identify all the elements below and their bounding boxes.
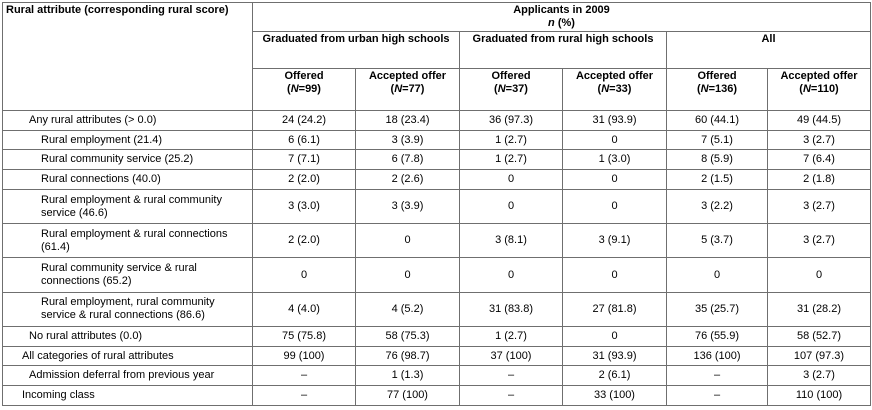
cell: 27 (81.8) [563,292,667,326]
group-rural-header: Graduated from rural high schools [460,32,667,69]
header-applicants [253,3,871,32]
table-row [3,150,871,170]
cell: 1 (2.7) [460,150,563,170]
cell: 2 (2.6) [356,170,460,190]
cell: 3 (8.1) [460,224,563,258]
group-all-header: All [667,32,871,69]
cell: 76 (98.7) [356,346,460,366]
cell: 1 (2.7) [460,130,563,150]
cell: 3 (2.7) [768,189,871,223]
cell: – [460,366,563,386]
row-label: Rural community service (25.2) [3,150,253,170]
cell: 2 (2.0) [253,170,356,190]
subcol-header: Offered (N=37) [460,69,563,111]
table-row [3,258,871,292]
cell: 3 (2.7) [768,366,871,386]
cell: – [253,386,356,406]
cell: 31 (28.2) [768,292,871,326]
cell: 3 (3.9) [356,189,460,223]
row-label: Any rural attributes (> 0.0) [3,111,253,131]
row-label: All categories of rural attributes [3,346,253,366]
cell: 2 (6.1) [563,366,667,386]
table-row [3,386,871,406]
cell: 5 (3.7) [667,224,768,258]
cell: 4 (5.2) [356,292,460,326]
cell: 3 (2.7) [768,224,871,258]
cell: 35 (25.7) [667,292,768,326]
cell: 33 (100) [563,386,667,406]
cell: 0 [667,258,768,292]
cell: 1 (3.0) [563,150,667,170]
row-label: Rural connections (40.0) [3,170,253,190]
cell: 7 (7.1) [253,150,356,170]
cell: 0 [563,170,667,190]
table-row [3,292,871,326]
cell: 0 [563,258,667,292]
cell: 7 (5.1) [667,130,768,150]
cell: 0 [460,189,563,223]
cell: 136 (100) [667,346,768,366]
subcol-header: Accepted offer (N=110) [768,69,871,111]
cell: 0 [356,258,460,292]
table-row [3,224,871,258]
cell: 0 [768,258,871,292]
row-label: Rural employment & rural connections (61.4) [3,224,253,258]
table-row [3,366,871,386]
cell: 107 (97.3) [768,346,871,366]
cell: 2 (1.5) [667,170,768,190]
subcol-header: Offered (N=99) [253,69,356,111]
cell: 58 (75.3) [356,327,460,347]
cell: 0 [460,170,563,190]
cell: 6 (7.8) [356,150,460,170]
row-label: Rural employment & rural community service (46.6) [3,189,253,223]
cell: 36 (97.3) [460,111,563,131]
table-row [3,327,871,347]
row-label: Admission deferral from previous year [3,366,253,386]
cell: 99 (100) [253,346,356,366]
cell: 6 (6.1) [253,130,356,150]
cell: 0 [563,327,667,347]
cell: 8 (5.9) [667,150,768,170]
cell: 76 (55.9) [667,327,768,347]
table-row [3,189,871,223]
cell: 58 (52.7) [768,327,871,347]
cell: 3 (2.2) [667,189,768,223]
subcol-header: Offered (N=136) [667,69,768,111]
row-label: Rural community service & rural connections (65.2) [3,258,253,292]
group-urban-header: Graduated from urban high schools [253,32,460,69]
cell: 3 (9.1) [563,224,667,258]
row-label: Incoming class [3,386,253,406]
subcol-header: Accepted offer (N=33) [563,69,667,111]
applicants-title: Applicants in 2009 [513,4,610,16]
cell: 1 (1.3) [356,366,460,386]
cell: 0 [563,130,667,150]
table-row [3,130,871,150]
cell: 3 (2.7) [768,130,871,150]
subcol-header: Accepted offer (N=77) [356,69,460,111]
applicants-unit: n (%) [548,17,575,29]
cell: – [460,386,563,406]
cell: 2 (2.0) [253,224,356,258]
row-label: No rural attributes (0.0) [3,327,253,347]
cell: 3 (3.9) [356,130,460,150]
cell: 31 (83.8) [460,292,563,326]
cell: 7 (6.4) [768,150,871,170]
cell: 18 (23.4) [356,111,460,131]
cell: – [253,366,356,386]
rural-attributes-table [2,2,871,406]
header-rural-attribute: Rural attribute (corresponding rural score) [3,3,253,111]
cell: 2 (1.8) [768,170,871,190]
cell: 0 [356,224,460,258]
cell: 77 (100) [356,386,460,406]
cell: 0 [563,189,667,223]
cell: 0 [460,258,563,292]
table-row [3,170,871,190]
cell: 37 (100) [460,346,563,366]
table-row [3,346,871,366]
cell: – [667,366,768,386]
table-row [3,111,871,131]
cell: 49 (44.5) [768,111,871,131]
row-label: Rural employment, rural community service & rural connections (86.6) [3,292,253,326]
cell: 0 [253,258,356,292]
cell: 75 (75.8) [253,327,356,347]
cell: 31 (93.9) [563,346,667,366]
row-label: Rural employment (21.4) [3,130,253,150]
cell: – [667,386,768,406]
cell: 4 (4.0) [253,292,356,326]
cell: 110 (100) [768,386,871,406]
cell: 24 (24.2) [253,111,356,131]
cell: 60 (44.1) [667,111,768,131]
cell: 3 (3.0) [253,189,356,223]
cell: 1 (2.7) [460,327,563,347]
cell: 31 (93.9) [563,111,667,131]
